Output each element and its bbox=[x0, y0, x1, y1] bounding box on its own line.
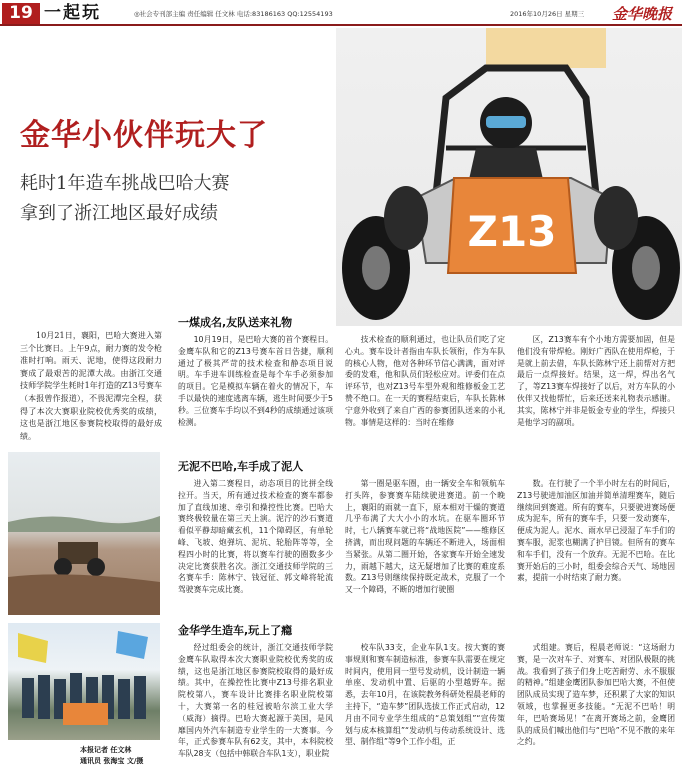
section-3-heading: 金华学生造车,玩上了瘾 bbox=[178, 624, 293, 637]
section-1-heading: 一煤成名,友队送来礼物 bbox=[178, 316, 293, 329]
issue-date: 2016年10月26日 星期三 bbox=[510, 10, 585, 18]
editor-info: ◎社会专刊部主编 责任编辑 任文林 电话:83186163 QQ:12554193 bbox=[134, 10, 333, 18]
section-3-col-1: 经过组委会的统计，浙江交通技师学院金鹰车队取得本次大赛职业院校优秀奖的成绩，这也是浙江地区参赛院校取得的最好成绩。其中，在操控性比赛中Z13号排名职业院校第八，赛车设计比赛排名职业院校第十，大赛第一名的桂冠被哈尔滨工业大学（威海）摘得。巴哈大赛起源于美国，是风靡国内外汽车制造专业学生的一大赛事。今年，正式参赛车队有62支，其中，本科院校车队28支（包括中韩联合车队1支），职业院 bbox=[178, 643, 333, 759]
subtitle-2: 拿到了浙江地区最好成绩 bbox=[20, 203, 218, 224]
race-car-illustration bbox=[336, 28, 682, 326]
rear-right-wheel bbox=[594, 186, 638, 250]
newspaper-logo: 金华晚报 bbox=[612, 5, 673, 23]
team-banner bbox=[486, 28, 606, 68]
reporter-credit: 本报记者 任文林 bbox=[80, 746, 132, 754]
blue-flag bbox=[116, 631, 148, 659]
team-illustration bbox=[8, 623, 160, 740]
yellow-flag bbox=[18, 633, 48, 663]
buggy-wheel-right bbox=[87, 558, 105, 576]
section-3-col-2: 校车队33支，企业车队1支。按大赛的赛事规则和赛车制造标准，参赛车队需要在规定时间内，使用同一型号发动机，设计制造一辆单座、发动机中置、后驱的小型越野车。据悉，去年10月，在该院教务科研处程晨老师的主持下，“造车梦”团队选拔工作正式启动，12月由不同专业学生组成的“总策划组”“宣传策划与成本核算组”“发动机与传动系统设计、选型、制作组”等9个工作小组，正 bbox=[345, 643, 505, 747]
tree-line bbox=[8, 516, 160, 532]
section-1-col-2: 技术检查的顺利通过，也让队员们吃了定心丸。赛车设计者指由车队长领衔，作为车队的核心人物，他对各种环节信心满满，面对评委的发难，他和队员们轻松应对。评委们在点评环节，也对Z13号车型外观和维修板金工艺赞不绝口。在一天的赛程结束后，车队长陈林宁意外收到了来自广西的参赛团队送来的小礼物。事情是这样的：当时在维修 bbox=[345, 335, 505, 427]
section-title: 一起玩 bbox=[44, 3, 101, 23]
section-1-col-3: 区，Z13赛车有个小地方需要加固，但是他们没有带焊枪。刚好广西队在使用焊枪，于是就上前去借，车队长陈林宁还上前帮对方把最后一点焊接好。结果，这一焊，焊出名气了，等Z13赛车焊接好了以后，对方车队的小伙伴又找他帮忙，后来还送来礼物表示感谢。其实，陈林宁并非是钣金专业的学生，焊接只是他学习的副项。 bbox=[517, 335, 675, 427]
team-car bbox=[63, 703, 108, 725]
front-right-hub bbox=[632, 246, 660, 290]
headline: 金华小伙伴玩大了 bbox=[20, 118, 268, 153]
page-number: 19 bbox=[2, 3, 40, 24]
front-left-hub bbox=[362, 246, 390, 290]
photo-credit bbox=[80, 745, 143, 767]
subtitle-1: 耗时1年造车挑战巴哈大赛 bbox=[20, 173, 230, 194]
correspondent-credit: 通讯员 张海宝 文/摄 bbox=[80, 757, 144, 765]
race-car-photo bbox=[336, 28, 682, 326]
mud-track-illustration bbox=[8, 452, 160, 615]
section-2-col-2: 第一圈是驱车圈，由一辆安全车和领航车打头阵，参赛赛车陆续驶进赛道。前一个晚上，襄阳的雨就一直下，原本相对干燥的赛道几乎布满了大大小小的水坑。在驱车圈环节时，七八辆赛车就已将“战地医院”——维修区挤满，而出现问题的车辆还不断进入，场面相当紧张。从第二圈开始，各家赛车开始全速发力，雨越下越大，这无疑增加了比赛的难度系数。Z13号则继续保持既定战术，克服了一个又一个障碍，不断的增加行驶圈 bbox=[345, 479, 505, 595]
mud-ground bbox=[8, 574, 160, 615]
car-number: Z13 bbox=[467, 207, 557, 256]
section-1-col-1: 10月19日，是巴哈大赛的首个赛程日。金鹰车队和它的Z13号赛车首日告捷，顺利通过了极其严苛的技术检查和静态项目说明。车手进车训练检查是每个车手必须参加的项目。它是模拟车辆在着火的情况下，车手以最快的速度逃离车辆，逃生时间要少于5秒。三位赛车手均以不到4秒的成绩通过该项检测。 bbox=[178, 335, 333, 427]
section-2-heading: 无泥不巴哈,车手成了泥人 bbox=[178, 460, 304, 473]
buggy-wheel-left bbox=[54, 558, 72, 576]
intro-text: 10月21日，襄阳，巴哈大赛进入第三个比赛日。上午9点，耐力赛的发令枪准时打响。雨天、泥地，使得这段耐力赛成了最艰苦的泥潭大战。由浙江交通技师学院学生耗时1年打造的Z13号赛车（本报曾作报道），不畏泥潭完全程，获得了本次大赛职业院校优秀奖的成绩，这也是浙江地区参赛院校取得的最好成绩。 bbox=[20, 331, 162, 441]
helmet-visor bbox=[486, 116, 526, 128]
team-photo bbox=[8, 623, 160, 740]
section-2-col-1: 进入第二赛程日，动态项目的比拼全线拉开。当天，所有通过技术检查的赛车都参加了直线加速、牵引和操控性比赛。巴哈大赛终极较量在第三天上演。泥泞的沙石赛道看似平静却暗藏玄机，11个障碍区，有单轮峰、飞坡、炮弹坑、泥坑、轮胎阵等等，全程四小时的比赛，将以赛车行驶的圈数多少决定比赛获胜名次。浙江交通技师学院的三名赛车手：陈林宁、钱冠征、郭文峰将轮流驾驶赛车完成比赛。 bbox=[178, 479, 333, 595]
section-2-col-3: 数。在行驶了一个半小时左右的时间后，Z13号驶进加油区加油并简单清理赛车，随后继续回到赛道。所有的赛车，只要驶进赛场便成为泥车，所有的赛车手，只要一发动赛车，便成为泥人。泥水、雨水早已浸湿了车手们的赛车服，泥浆也糊满了护目镜。但所有的赛车和车手们，没有一个放弃。无泥不巴哈。在比赛开始后的三小时，组委会综合天气、场地因素，提前一小时结束了耐力赛。 bbox=[517, 479, 675, 583]
rear-left-wheel bbox=[384, 186, 428, 250]
section-3-col-3: 式组建。赛后，程晨老师说：“这场耐力赛，是一次对车子、对赛车、对团队极限的挑战。我看到了孩子们身上吃苦耐劳、永不服服的精神。”组建金鹰团队参加巴哈大赛，不但使团队成员实现了造车梦，还积累了大家的知识领域，也掌握更多技能。“无泥不巴哈！明年，巴哈赛场见！”在离开赛场之前，金鹰团队的成员们喊出他们与“巴哈”不见不散的来年之约。 bbox=[517, 643, 675, 747]
mud-track-photo bbox=[8, 452, 160, 615]
